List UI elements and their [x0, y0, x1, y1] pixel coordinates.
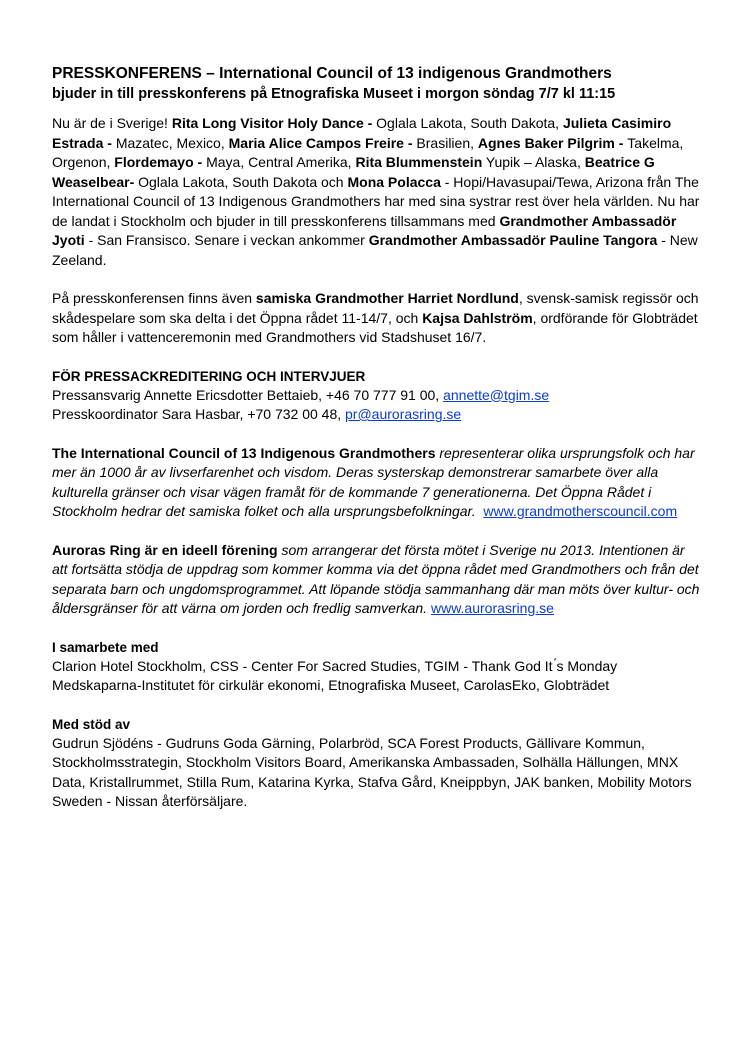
press-email-link[interactable]: annette@tgim.se [443, 386, 550, 403]
intro-text: Yupik – Alaska, [482, 154, 585, 170]
auroras-paragraph [52, 541, 702, 619]
council-paragraph [52, 444, 702, 522]
grandmother-name: Rita Blummenstein [355, 154, 483, 170]
intro-paragraph [52, 114, 702, 270]
intro-text: Brasilien, [416, 134, 478, 151]
document-subtitle: bjuder in till presskonferens på Etnografiska Museet i morgon söndag 7/7 kl 11:15 [52, 86, 616, 102]
ambassador-name: Grandmother Ambassadör Pauline Tangora [368, 232, 658, 248]
press-contact-line [52, 405, 702, 425]
partners-heading: I samarbete med [52, 639, 159, 655]
press-release-document [52, 64, 702, 812]
supporters-list: Gudrun Sjödéns - Gudruns Goda Gärning, Polarbröd, SCA Forest Products, Gällivare Kommun, Stockholmsstrategin, Stockholm Visitors Board, Amerikanska Ambassaden, Solhälla Hällungen, MNX Data, Kristallrummet, Stilla Rum, Katarina Kyrka, Stafva Gård, Kneippbyn, JAK banken, Mobility Motors Sweden - Nissan återförsäljare. [52, 734, 692, 809]
grandmother-name: Mona Polacca [347, 173, 441, 190]
supporters-heading: Med stöd av [52, 716, 131, 732]
press-conference-paragraph [52, 289, 702, 348]
grandmother-name: Flordemayo - [114, 154, 207, 170]
intro-text: - New Zeeland. [52, 232, 698, 268]
press-contact-line [52, 386, 702, 406]
intro-text: - San Fransisco. Senare i veckan ankommer [84, 232, 369, 248]
press-contact-text: Pressansvarig Annette Ericsdotter Bettaieb, +46 70 777 91 00, [52, 386, 444, 403]
paragraph-text: , svensk-samisk regissör och skådespelare som ska delta i det Öppna rådet 11-14/7, och [52, 290, 699, 326]
council-description: representerar olika ursprungsfolk och har mer än 1000 år av livserfarenhet och visdom. Deras systerskap demonstrerar samarbete över alla kulturella gränser och visar vägen framåt för de kommande 7 generationerna. Det Öppna Rådet i Stockholm hedrar det samiska folket och alla ursprungsbefolkningar. [52, 444, 695, 519]
participant-name: samiska Grandmother Harriet Nordlund [255, 290, 519, 306]
paragraph-text: , ordförande för Globträdet som håller i vattenceremonin med Grandmothers vid Stadshuset 16/7. [52, 309, 698, 345]
auroras-name: Auroras Ring är en ideell förening [52, 541, 278, 558]
auroras-website-link[interactable]: www.aurorasring.se [430, 600, 554, 616]
intro-text: Oglala Lakota, South Dakota och [134, 173, 348, 190]
participant-name: Kajsa Dahlström [422, 309, 533, 326]
council-name: The International Council of 13 Indigenous Grandmothers [52, 444, 436, 461]
grandmother-name: Maria Alice Campos Freire - [228, 134, 417, 151]
press-contact-text: Presskoordinator Sara Hasbar, +70 732 00 48, [52, 406, 346, 422]
partners-line: Medskaparna-Institutet för cirkulär ekonomi, Etnografiska Museet, CarolasEko, Globträdet [52, 677, 610, 693]
ambassador-name: Grandmother Ambassadör Jyoti [52, 212, 677, 248]
paragraph-text: På presskonferensen finns även [52, 290, 256, 306]
intro-text: Takelma, Orgenon, [52, 134, 684, 170]
press-accreditation-heading: FÖR PRESSACKREDITERING OCH INTERVJUER [52, 368, 366, 384]
grandmother-name: Julieta Casimiro Estrada - [52, 115, 672, 151]
intro-text: Maya, Central Amerika, [206, 154, 356, 170]
grandmother-name: Rita Long Visitor Holy Dance - [171, 115, 377, 131]
grandmother-name: Agnes Baker Pilgrim - [477, 134, 628, 151]
intro-text: Nu är de i Sverige! [52, 115, 172, 131]
council-website-link[interactable]: www.grandmotherscouncil.com [483, 503, 678, 519]
intro-text: - Hopi/Havasupai/Tewa, Arizona från The International Council of 13 Indigenous Grandmothers har med sina systrar rest över hela världen. Nu har de landat i Stockholm och bjuder in till presskonferens tillsammans med [52, 173, 700, 229]
document-title: PRESSKONFERENS – International Council of 13 indigenous Grandmothers [52, 65, 612, 82]
intro-text: Mazatec, Mexico, [115, 134, 229, 151]
auroras-description: som arrangerar det första mötet i Sverige nu 2013. Intentionen är att fortsätta stödja de uppdrag som kommer komma via det öppna rådet med Grandmothers och från det separata barn och ungdomsprogrammet. Att löpande stödja sammanhang där man möts över kultur- och åldersgränser för att värna om jorden och fredlig samverkan. [52, 541, 700, 616]
grandmother-name: Beatrice G Weaselbear- [52, 154, 655, 190]
pr-email-link[interactable]: pr@aurorasring.se [345, 406, 462, 422]
partners-line: Clarion Hotel Stockholm, CSS - Center For Sacred Studies, TGIM - Thank God It ́s Monday [52, 657, 618, 674]
intro-text: Oglala Lakota, South Dakota, [376, 115, 563, 131]
